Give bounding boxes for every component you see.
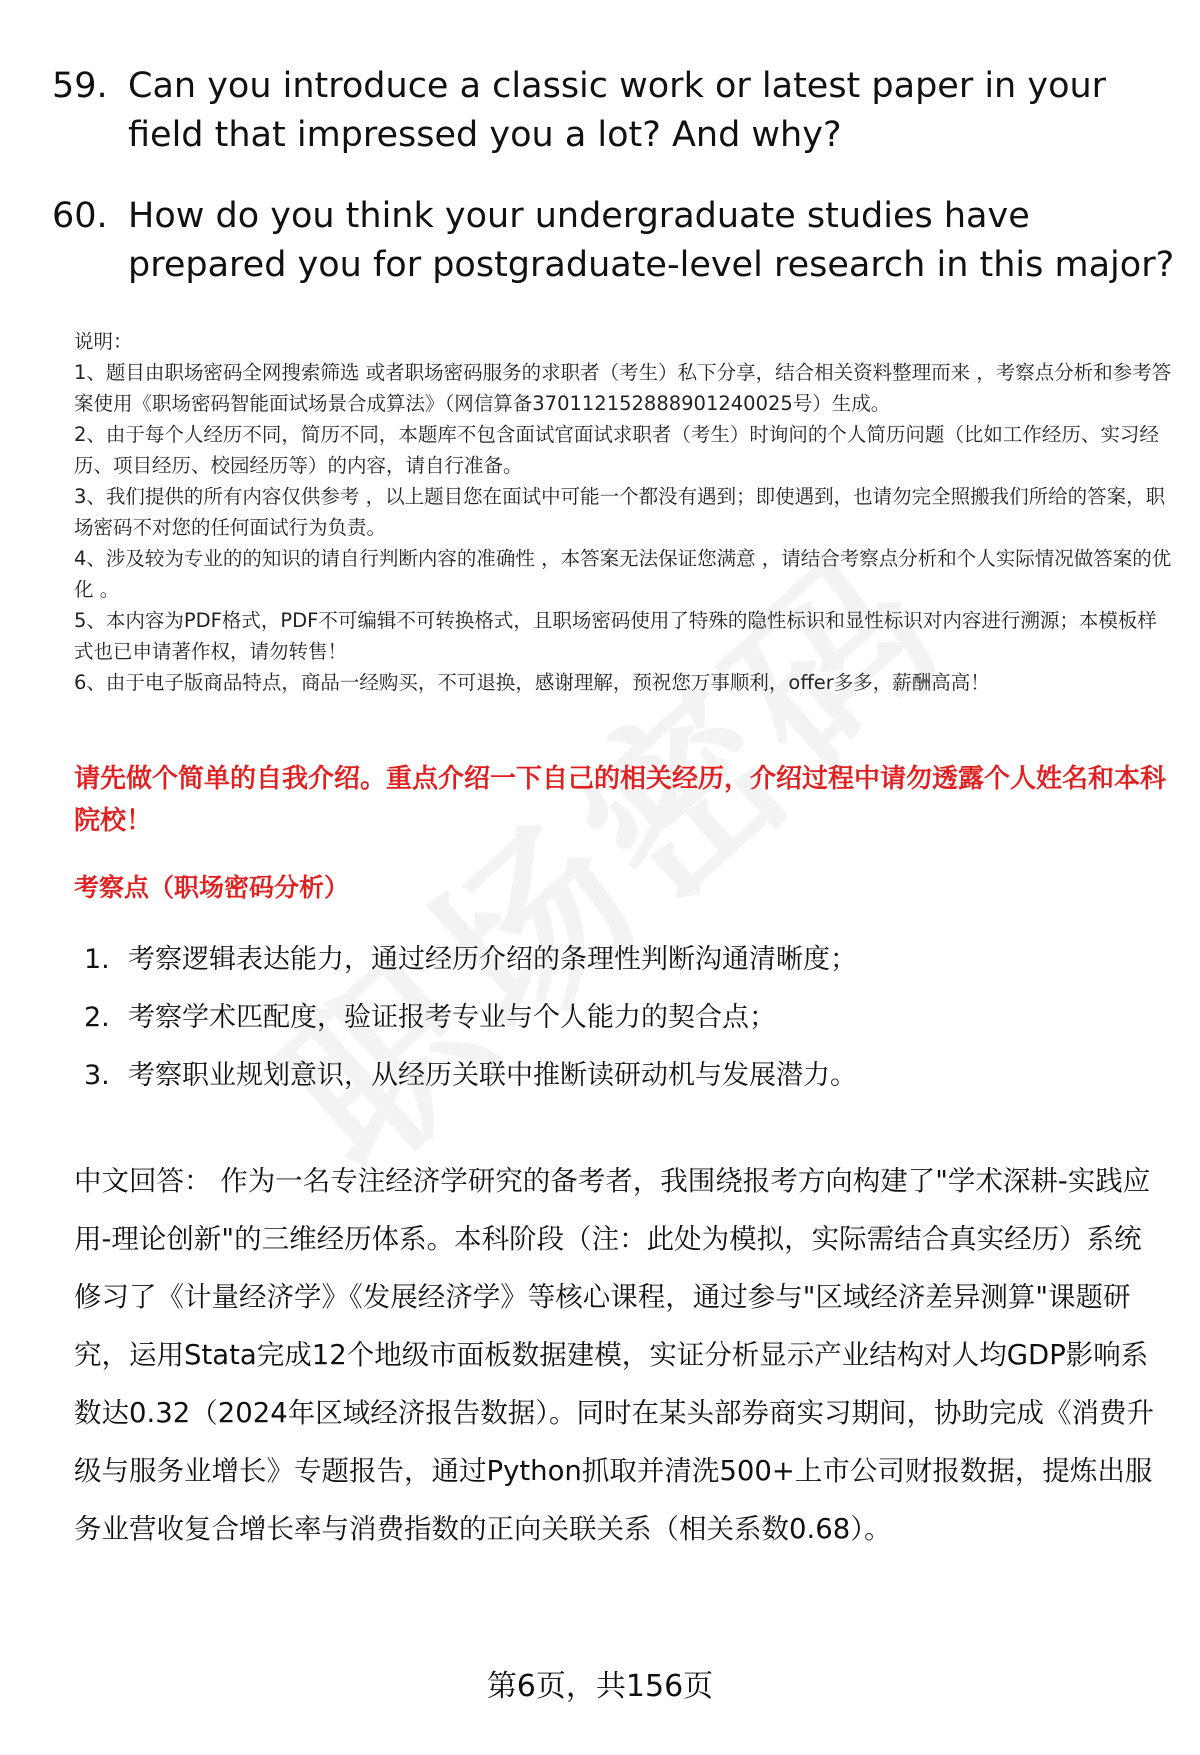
answer-text: 作为一名专注经济学研究的备考者，我围绕报考方向构建了"学术深耕-实践应用-理论创新"的三维经历体系。本科阶段（注：此处为模拟，实际需结合真实经历）系统修习了《计量经济学》《发展经济学》等核心课程，通过参与"区域经济差异测算"课题研究，运用Stata完成12个地级市面板数据建模，实证分析显示产业结构对人均GDP影响系数达0.32（2024年区域经济报告数据）。同时在某头部券商实习期间，协助完成《消费升级与服务业增长》专题报告，通过Python抓取并清洗500+上市公司财报数据，提炼出服务业营收复合增长率与消费指数的正向关联关系（相关系数0.68）。	[74, 1165, 1154, 1545]
question-number: 60.	[52, 196, 108, 236]
list-item-text: 考察学术匹配度，验证报考专业与个人能力的契合点；	[128, 1002, 776, 1033]
answer-label: 中文回答：	[74, 1165, 212, 1197]
note-item: 2、由于每个人经历不同，简历不同，本题库不包含面试官面试求职者（考生）时询问的个人简历问题（比如工作经历、实习经历、项目经历、校园经历等）的内容，请自行准备。	[74, 423, 1159, 477]
assessment-points	[84, 940, 1144, 1114]
note-item: 5、本内容为PDF格式，PDF不可编辑不可转换格式，且职场密码使用了特殊的隐性标识和显性标识对内容进行溯源；本模板样式也已申请著作权，请勿转售！	[74, 609, 1157, 663]
list-item	[84, 940, 1144, 980]
question-text: How do you think your undergraduate studies have prepared you for postgraduate-level research in this major?	[128, 196, 1175, 285]
page-number: 第6页，共156页	[486, 1669, 714, 1704]
answer-paragraph	[74, 1152, 1164, 1558]
list-item-number: 3.	[84, 1060, 110, 1091]
note-item: 1、题目由职场密码全网搜索筛选 或者职场密码服务的求职者（考生）私下分享，结合相关资料整理而来 ，考察点分析和参考答案使用《职场密码智能面试场景合成算法》（网信算备370112152888901240025号）生成。	[74, 361, 1172, 415]
list-item-text: 考察逻辑表达能力，通过经历介绍的条理性判断沟通清晰度；	[128, 944, 857, 975]
note-item: 4、涉及较为专业的的知识的请自行判断内容的准确性 ，本答案无法保证您满意 ，请结合考察点分析和个人实际情况做答案的优化 。	[74, 547, 1172, 601]
section-title: 考察点（职场密码分析）	[74, 873, 350, 902]
interview-question: 请先做个简单的自我介绍。重点介绍一下自己的相关经历，介绍过程中请勿透露个人姓名和本科院校！	[74, 764, 1167, 836]
list-item-text: 考察职业规划意识，从经历关联中推断读研动机与发展潜力。	[128, 1060, 857, 1091]
question-text: Can you introduce a classic work or latest paper in your field that impressed you a lot? And why?	[128, 66, 1107, 155]
list-item-number: 1.	[84, 944, 110, 975]
list-item	[84, 998, 1144, 1038]
note-item: 6、由于电子版商品特点，商品一经购买，不可退换，感谢理解，预祝您万事顺利，offer多多，薪酬高高！	[74, 671, 990, 694]
note-item: 3、我们提供的所有内容仅供参考 ，以上题目您在面试中可能一个都没有遇到；即使遇到，也请勿完全照搬我们所给的答案，职场密码不对您的任何面试行为负责。	[74, 485, 1166, 539]
list-item	[84, 1056, 1144, 1096]
disclaimer-notes	[74, 326, 1174, 698]
list-item-number: 2.	[84, 1002, 110, 1033]
notes-heading: 说明：	[74, 330, 133, 353]
question-number: 59.	[52, 66, 108, 106]
